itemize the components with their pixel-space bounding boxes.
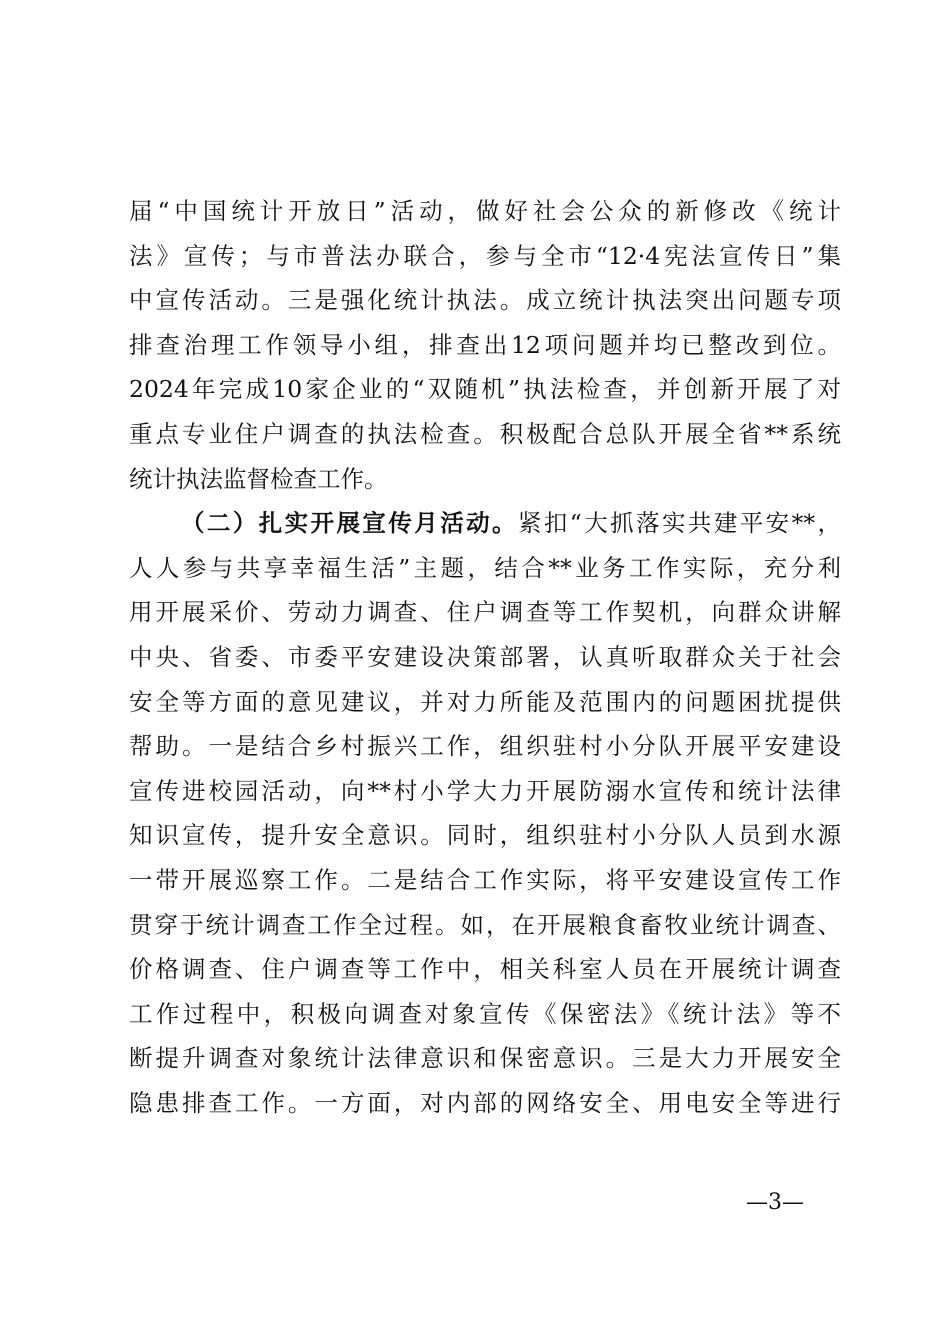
section-first-line-text: 紧扣“大抓落实共建平安**， — [517, 509, 841, 538]
text-line: 工作过程中，积极向调查对象宣传《保密法》《统计法》等不 — [129, 999, 841, 1028]
text-line: 2024年完成10家企业的“双随机”执法检查，并创新开展了对 — [129, 375, 841, 404]
text-line: 人人参与共享幸福生活”主题，结合**业务工作实际，充分利 — [129, 553, 841, 582]
text-line: 法》宣传；与市普法办联合，参与全市“12·4宪法宣传日”集 — [129, 241, 841, 270]
text-line: 价格调查、住户调查等工作中，相关科室人员在开展统计调查 — [129, 955, 841, 984]
text-line: 断提升调查对象统计法律意识和保密意识。三是大力开展安全 — [129, 1044, 841, 1073]
text-line: 统计执法监督检查工作。 — [129, 464, 388, 493]
text-line: 中宣传活动。三是强化统计执法。成立统计执法突出问题专项 — [129, 286, 841, 315]
text-line: 安全等方面的意见建议，并对力所能及范围内的问题困扰提供 — [129, 687, 841, 716]
text-line: 隐患排查工作。一方面，对内部的网络安全、用电安全等进行 — [129, 1088, 841, 1117]
text-line: 知识宣传，提升安全意识。同时，组织驻村小分队人员到水源 — [129, 821, 841, 850]
text-line: 宣传进校园活动，向**村小学大力开展防溺水宣传和统计法律 — [129, 776, 841, 805]
text-line: 一带开展巡察工作。二是结合工作实际，将平安建设宣传工作 — [129, 865, 841, 894]
section-heading: （二）扎实开展宣传月活动。 — [181, 509, 518, 538]
body-text — [129, 189, 841, 1125]
text-line: 帮助。一是结合乡村振兴工作，组织驻村小分队开展平安建设 — [129, 732, 841, 761]
text-line: 中央、省委、市委平安建设决策部署，认真听取群众关于社会 — [129, 642, 841, 671]
text-line: 重点专业住户调查的执法检查。积极配合总队开展全省**系统 — [129, 419, 841, 448]
text-line: 届“中国统计开放日”活动，做好社会公众的新修改《统计 — [129, 197, 841, 225]
text-line: 排查治理工作领导小组，排查出12项问题并均已整改到位。 — [129, 330, 841, 359]
page-number: —3— — [746, 1190, 804, 1215]
section-heading-line — [129, 501, 841, 546]
text-line: 用开展采价、劳动力调查、住户调查等工作契机，向群众讲解 — [129, 598, 841, 627]
text-line: 贯穿于统计调查工作全过程。如，在开展粮食畜牧业统计调查、 — [129, 910, 841, 939]
